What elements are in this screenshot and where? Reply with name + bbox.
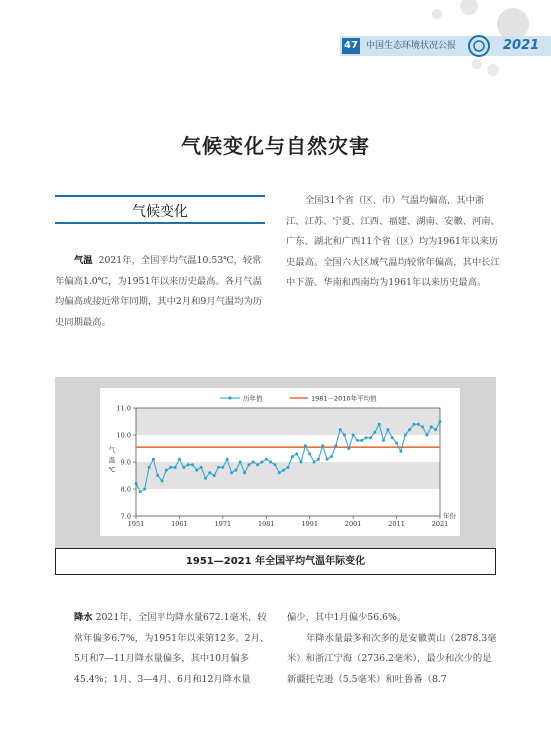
- data-point: [156, 474, 159, 477]
- y-tick-label: 10.0: [116, 431, 131, 440]
- data-point: [161, 479, 164, 482]
- precipitation-paragraph-right: [287, 608, 499, 690]
- data-point: [221, 466, 224, 469]
- target-icon: [466, 34, 492, 58]
- data-point: [208, 471, 211, 474]
- data-point: [273, 463, 276, 466]
- x-tick-label: 1981: [258, 520, 275, 528]
- data-point: [239, 461, 242, 464]
- data-point: [260, 461, 263, 464]
- data-point: [234, 469, 237, 472]
- data-point: [282, 469, 285, 472]
- data-point: [439, 420, 442, 423]
- data-point: [300, 461, 303, 464]
- paragraph-text: 2021年，全国平均气温10.53℃，较常年偏高1.0℃，为1951年以来历史最高。各月气温均偏高或接近常年同期，其中2月和9月气温均为历史同期最高。: [55, 255, 263, 328]
- data-point: [152, 458, 155, 461]
- x-axis-label: 年份: [443, 512, 456, 520]
- publication-title: 中国生态环境状况公报: [366, 41, 457, 51]
- legend-label: 1981－2010年平均值: [311, 394, 377, 403]
- data-point: [213, 474, 216, 477]
- chart-band: [136, 408, 440, 435]
- y-axis-label: ℃: [108, 466, 116, 474]
- data-point: [430, 425, 433, 428]
- x-tick-label: 1951: [127, 520, 145, 528]
- data-point: [313, 461, 316, 464]
- legend-marker-series: [228, 396, 231, 399]
- y-tick-label: 7.0: [120, 512, 131, 521]
- chart-caption: 1951—2021 年全国平均气温年际变化: [185, 556, 366, 567]
- data-point: [226, 458, 229, 461]
- temperature-paragraph: [55, 251, 267, 333]
- data-point: [330, 455, 333, 458]
- paragraph-lead: 降水: [74, 612, 93, 623]
- data-point: [347, 447, 350, 450]
- x-tick-label: 2021: [431, 520, 449, 528]
- y-tick-label: 9.0: [120, 458, 131, 467]
- data-point: [291, 455, 294, 458]
- y-axis-label: 气: [108, 446, 116, 454]
- temperature-chart: [100, 388, 460, 536]
- paragraph-line: 偏少，其中1月偏少56.6%。: [287, 612, 407, 623]
- data-point: [417, 423, 420, 426]
- section-heading: 气候变化: [132, 204, 188, 220]
- x-tick-label: 2011: [388, 520, 405, 528]
- data-point: [343, 434, 346, 437]
- data-point: [304, 444, 307, 447]
- paragraph-text: 2021年，全国平均降水量672.1毫米，较常年偏多6.7%，为1951年以来第12多。2月、5月和7—11月降水量偏多，其中10月偏多45.4%；1月、3—4月、6月和12月降水量: [74, 612, 270, 685]
- publication-year: 2021: [503, 38, 540, 53]
- data-point: [408, 428, 411, 431]
- data-point: [412, 423, 415, 426]
- data-point: [334, 444, 337, 447]
- data-point: [252, 461, 255, 464]
- data-point: [308, 452, 311, 455]
- data-point: [287, 466, 290, 469]
- data-point: [247, 463, 250, 466]
- data-point: [200, 466, 203, 469]
- data-point: [243, 471, 246, 474]
- data-point: [148, 466, 151, 469]
- data-point: [365, 436, 368, 439]
- data-point: [369, 436, 372, 439]
- province-paragraph: [286, 191, 500, 294]
- precipitation-paragraph: [74, 608, 270, 690]
- data-point: [321, 444, 324, 447]
- data-point: [178, 458, 181, 461]
- data-point: [421, 425, 424, 428]
- paragraph-lead: 气温: [74, 255, 93, 266]
- data-point: [378, 423, 381, 426]
- x-tick-label: 2001: [344, 520, 362, 528]
- data-point: [356, 439, 359, 442]
- data-point: [256, 463, 259, 466]
- x-tick-label: 1961: [171, 520, 188, 528]
- data-point: [360, 439, 363, 442]
- data-point: [326, 458, 329, 461]
- section-rule-top: [55, 195, 265, 197]
- data-point: [391, 436, 394, 439]
- data-point: [182, 466, 185, 469]
- data-point: [373, 431, 376, 434]
- data-point: [143, 488, 146, 491]
- data-point: [339, 428, 342, 431]
- data-point: [278, 471, 281, 474]
- data-point: [230, 471, 233, 474]
- x-tick-label: 1991: [301, 520, 318, 528]
- data-point: [135, 482, 138, 485]
- paragraph-text: 年降水量最多和次多的是安徽黄山（2878.3毫米）和浙江宁海（2736.2毫米），最少和次少的是新疆托克逊（5.5毫米）和吐鲁番（8.7: [287, 632, 497, 685]
- data-point: [139, 490, 142, 493]
- data-point: [382, 439, 385, 442]
- data-point: [386, 428, 389, 431]
- data-point: [195, 469, 198, 472]
- x-tick-label: 1971: [214, 520, 232, 528]
- data-point: [165, 469, 168, 472]
- data-point: [425, 434, 428, 437]
- data-point: [404, 434, 407, 437]
- data-point: [352, 434, 355, 437]
- section-rule-bottom: [55, 222, 265, 224]
- y-tick-label: 8.0: [120, 485, 131, 494]
- y-tick-label: 11.0: [116, 404, 131, 413]
- data-point: [187, 463, 190, 466]
- data-point: [217, 466, 220, 469]
- data-point: [191, 463, 194, 466]
- data-point: [265, 458, 268, 461]
- page-number: 47: [342, 38, 360, 54]
- data-point: [434, 428, 437, 431]
- paragraph-text: 全国31个省（区、市）气温均偏高，其中浙江、江苏、宁夏、江西、福建、湖南、安徽、河南、广东、湖北和广西11个省（区）均为1961年以来历史最高。全国六大区域气温均较常年偏高，其中长江中下游、华南和西南均为1961年以来历史最高。: [286, 195, 500, 288]
- data-point: [269, 461, 272, 464]
- legend-label: 历年值: [243, 394, 263, 403]
- y-axis-label: 温: [108, 456, 116, 464]
- data-point: [204, 477, 207, 480]
- data-point: [317, 458, 320, 461]
- data-point: [395, 442, 398, 445]
- data-point: [399, 450, 402, 453]
- data-point: [295, 452, 298, 455]
- data-point: [174, 466, 177, 469]
- page-title: 气候变化与自然灾害: [181, 134, 370, 158]
- data-point: [169, 466, 172, 469]
